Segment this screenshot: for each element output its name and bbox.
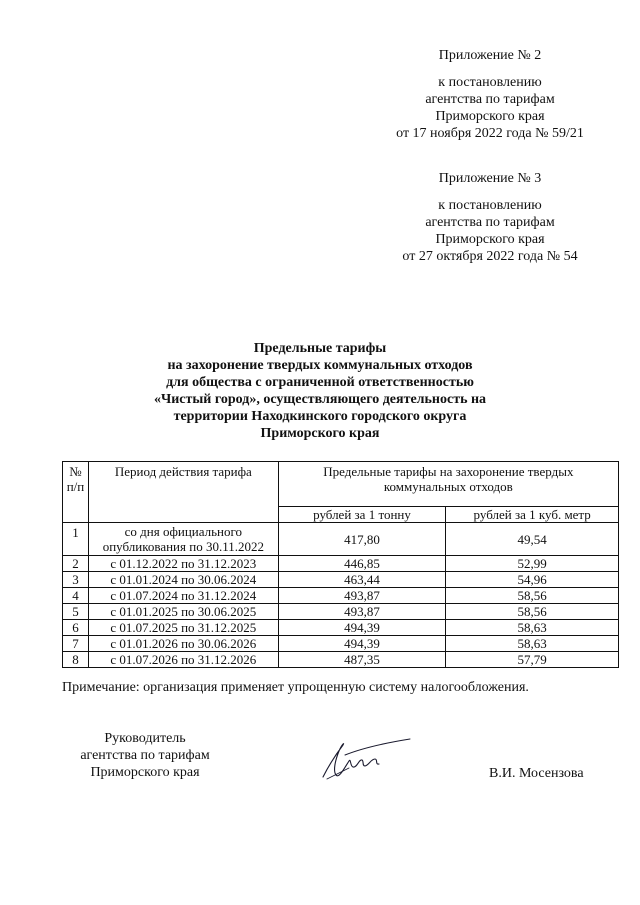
appendix-3-line: к постановлению [438,198,542,213]
signature-image [315,735,415,785]
row-ton-cell: 487,35 [278,652,446,668]
table-row [63,556,619,572]
header-tariff-group-line: коммунальных отходов [383,479,513,494]
appendix-2-line: Приморского края [435,109,545,124]
appendix-3-heading: Приложение № 3 [438,171,542,186]
table-row [63,620,619,636]
header-period-cell [88,462,278,523]
row-m3-cell: 58,63 [446,620,619,636]
table-row [63,572,619,588]
signer-title [60,730,230,781]
row-period-cell: с 01.07.2026 по 31.12.2026 [88,652,278,668]
header-period-label: Период действия тарифа [114,464,252,479]
note-text: Примечание: организация применяет упрощенную систему налогообложения. [62,680,529,695]
appendix-3-block [370,170,610,265]
table-row [63,604,619,620]
row-m3-cell: 58,56 [446,604,619,620]
appendix-3-line: от 27 октября 2022 года № 54 [402,249,578,264]
document-title [80,340,560,442]
header-per-m3-cell: рублей за 1 куб. метр [446,507,619,523]
row-num-cell: 4 [63,588,89,604]
row-num-cell: 8 [63,652,89,668]
row-ton-cell: 463,44 [278,572,446,588]
row-period-cell: с 01.07.2025 по 31.12.2025 [88,620,278,636]
header-num-label: № [69,464,82,479]
appendix-2-line: к постановлению [438,75,542,90]
row-num-cell: 2 [63,556,89,572]
row-m3-cell: 58,63 [446,636,619,652]
header-num-sublabel: п/п [66,479,85,494]
row-period-cell: с 01.01.2026 по 30.06.2026 [88,636,278,652]
row-ton-cell: 494,39 [278,636,446,652]
row-ton-cell: 493,87 [278,588,446,604]
table-row [63,636,619,652]
row-num-cell: 5 [63,604,89,620]
appendix-2-heading: Приложение № 2 [438,48,542,63]
row-period-line: со дня официального [124,524,243,539]
title-line: для общества с ограниченной ответственностью [166,375,474,390]
table-row [63,652,619,668]
title-line: Приморского края [260,426,380,441]
table-row [63,523,619,556]
row-m3-cell: 54,96 [446,572,619,588]
signer-title-line: Руководитель [104,731,186,746]
table-row [63,588,619,604]
row-m3-cell: 57,79 [446,652,619,668]
signer-title-line: агентства по тарифам [80,748,210,763]
row-num-cell: 3 [63,572,89,588]
row-period-cell: с 01.12.2022 по 31.12.2023 [88,556,278,572]
row-m3-cell: 52,99 [446,556,619,572]
signer-name: В.И. Мосензова [489,766,584,781]
row-ton-cell: 417,80 [278,523,446,556]
header-tariff-group-line: Предельные тарифы на захоронение твердых [323,464,574,479]
table-header-row [63,462,619,507]
appendix-2-block [370,47,610,142]
header-tariff-group-cell [278,462,618,507]
row-period-cell: с 01.01.2024 по 30.06.2024 [88,572,278,588]
row-ton-cell: 446,85 [278,556,446,572]
title-line: Предельные тарифы [253,341,387,356]
header-num-cell [63,462,89,523]
row-ton-cell: 493,87 [278,604,446,620]
row-period-cell [88,523,278,556]
row-num-cell: 6 [63,620,89,636]
appendix-2-line: агентства по тарифам [425,92,555,107]
appendix-2-line: от 17 ноября 2022 года № 59/21 [396,126,584,141]
row-m3-cell: 49,54 [446,523,619,556]
row-ton-cell: 494,39 [278,620,446,636]
row-num-cell: 1 [63,523,89,556]
tariff-table [62,461,619,668]
title-line: «Чистый город», осуществляющего деятельность на [153,392,487,407]
appendix-3-line: Приморского края [435,232,545,247]
row-m3-cell: 58,56 [446,588,619,604]
appendix-3-line: агентства по тарифам [425,215,555,230]
row-period-cell: с 01.07.2024 по 31.12.2024 [88,588,278,604]
header-per-ton-cell: рублей за 1 тонну [278,507,446,523]
row-num-cell: 7 [63,636,89,652]
row-period-line: опубликования по 30.11.2022 [102,539,264,554]
row-period-cell: с 01.01.2025 по 30.06.2025 [88,604,278,620]
signer-title-line: Приморского края [90,765,200,780]
title-line: территории Находкинского городского округа [173,409,467,424]
title-line: на захоронение твердых коммунальных отходов [167,358,473,373]
